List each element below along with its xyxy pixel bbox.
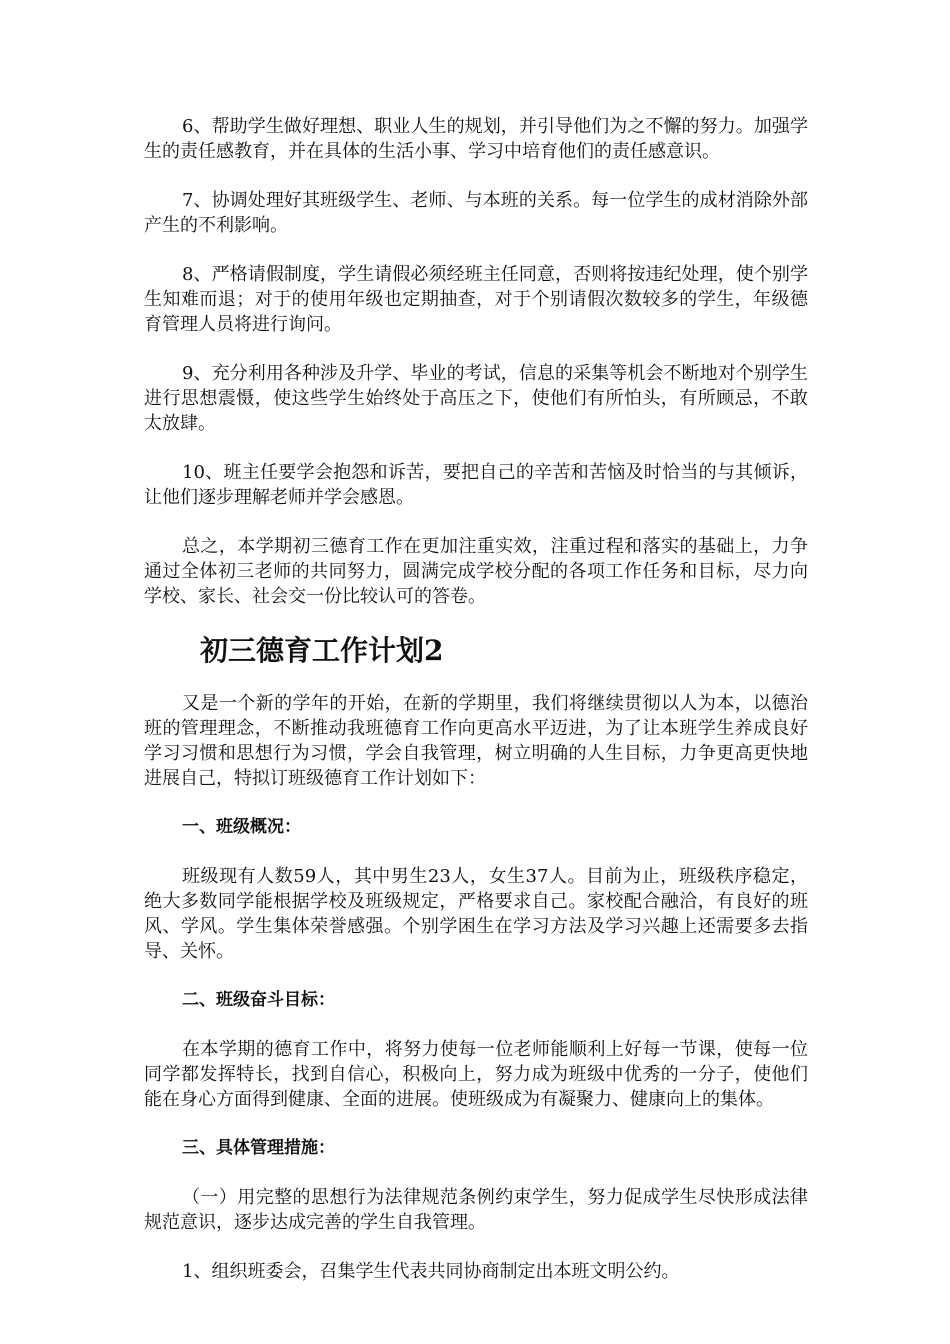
document-body (144, 114, 808, 1308)
paragraph-item-8: 8、严格请假制度，学生请假必须经班主任同意，否则将按违纪处理，使个别学生知难而退；对于的使用年级也定期抽查，对于个别请假次数较多的学生，年级德育管理人员将进行询问。 (144, 264, 808, 335)
management-measure-1: （一）用完整的思想行为法律规范条例约束学生，努力促成学生尽快形成法律规范意识，逐步达成完善的学生自我管理。 (144, 1187, 808, 1233)
intro-paragraph: 又是一个新的学年的开始，在新的学期里，我们将继续贯彻以人为本，以德治班的管理理念，不断推动我班德育工作向更高水平迈进，为了让本班学生养成良好学习习惯和思想行为习惯，学会自我管理，树立明确的人生目标，力争更高更快地进展自己，特拟订班级德育工作计划如下： (144, 693, 808, 789)
section-heading: 初三德育工作计划2 (200, 634, 444, 667)
management-measures-title: 三、具体管理措施： (182, 1138, 335, 1158)
class-overview-text: 班级现有人数59人，其中男生23人，女生37人。目前为止，班级秩序稳定，绝大多数同学能根据学校及班级规定，严格要求自己。家校配合融洽，有良好的班风、学风。学生集体荣誉感强。个别学困生在学习方法及学习兴趣上还需要多去指导、关怀。 (144, 866, 808, 962)
management-measure-2: 1、组织班委会，召集学生代表共同协商制定出本班文明公约。 (182, 1261, 680, 1282)
class-goal-text: 在本学期的德育工作中，将努力使每一位老师能顺利上好每一节课，使每一位同学都发挥特长，找到自信心，积极向上，努力成为班级中优秀的一分子，使他们能在身心方面得到健康、全面的进展。使班级成为有凝聚力、健康向上的集体。 (144, 1039, 808, 1110)
class-overview-title: 一、班级概况： (182, 817, 301, 837)
paragraph-summary: 总之，本学期初三德育工作在更加注重实效，注重过程和落实的基础上，力争通过全体初三老师的共同努力，圆满完成学校分配的各项工作任务和目标，尽力向学校、家长、社会交一份比较认可的答卷。 (144, 536, 808, 607)
paragraph-item-10: 10、班主任要学会抱怨和诉苦，要把自己的辛苦和苦恼及时恰当的与其倾诉，让他们逐步理解老师并学会感恩。 (144, 462, 808, 508)
paragraph-item-6: 6、帮助学生做好理想、职业人生的规划，并引导他们为之不懈的努力。加强学生的责任感教育，并在具体的生活小事、学习中培育他们的责任感意识。 (144, 116, 808, 162)
class-goal-title: 二、班级奋斗目标： (182, 990, 335, 1010)
paragraph-item-9: 9、充分利用各种涉及升学、毕业的考试，信息的采集等机会不断地对个别学生进行思想震慑，使这些学生始终处于高压之下，使他们有所怕头，有所顾忌，不敢太放肆。 (144, 363, 808, 434)
paragraph-item-7: 7、协调处理好其班级学生、老师、与本班的关系。每一位学生的成材消除外部产生的不利影响。 (144, 190, 808, 236)
